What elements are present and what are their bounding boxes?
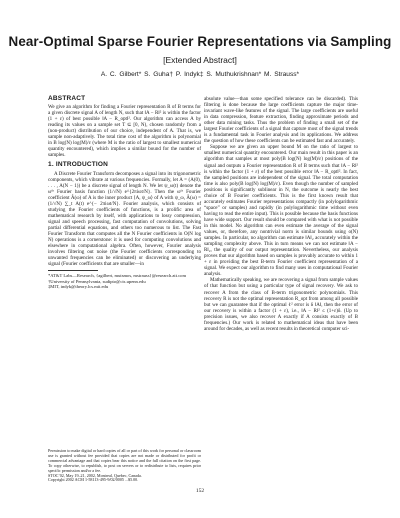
intro-paragraph: A Discrete Fourier Transform decomposes a signal into its trigonometric components, which vibrate at various frequencies. Formally, let A = (A(0), . . . , A(N − 1)) be a discrete signal of length N. We let ψ_ω(t) denote the ωᵗʰ Fourier basis function (1/√N) e^{2πiωt/N}. Then the ωᵗʰ Fourier coefficient Â(ω) of A is the inner product ⟨A, ψ_ω⟩ of A with ψ_ω, Â(ω) = (1/√N) ∑_t A(t) e^{− 2πiωt/N}. Fourier analysis, which consists of studying the Fourier coefficients of functions, is a prolific area of mathematical research by itself, with applications to lossy compression, signal and speech processing, fast computation of convolutions, solving partial differential equations, and others too numerous to list. The Fast Fourier Transform that computes all the N Fourier coefficients in O(N log N) operations is a cornerstone: it is used for computing convolutions and elsewhere in computational algebra. Often, however, Fourier analysis involves filtering out noise (the Fourier coefficients corresponding to unwanted frequencies can be eliminated) or discovering an underlying signal (Fourier coefficients that are smaller—in bbox=[48, 170, 201, 268]
copyright-permission: Permission to make digital or hard copies of all or part of this work for personal or classroom use is granted without fee provided that copies are not made or distributed for profit or commercial advantage and that copies bear this notice and the full citation on the first page. To copy otherwise, to republish, to post on servers or to redistribute to lists, requires prior specific permission and/or a fee. bbox=[48, 448, 201, 473]
copyright-block bbox=[48, 449, 201, 483]
author-list: A. C. Gilbert* S. Guha† P. Indyk‡ S. Muthukrishnan* M. Strauss* bbox=[100, 71, 300, 78]
footnotes bbox=[48, 273, 201, 289]
abstract-text: We give an algorithm for finding a Fourier representation R of B terms for a given discrete signal A of length N, such that ‖A − R‖² is within the factor (1 + ε) of best possible ‖A − R_opt‖². Our algorithm can access A by reading its values on a sample set T ⊆ [0, N), chosen randomly from a (non-product) distribution of our choice, independent of A. That is, we sample non-adaptively. The total time cost of the algorithm is polynomial in B log(N) log(M)/ε (where M is the ratio of largest to smallest numerical quantity encountered), which implies a similar bound for the number of samples. bbox=[48, 104, 201, 159]
right-paragraph-2: Suppose we are given an upper bound M on the ratio of largest to smallest numerical quantity encountered. Our main result in this paper is an algorithm that samples at most poly(B log(N) log(M)/ε) positions of the signal and outputs a Fourier representation R of B terms such that ‖A − R‖² is within the factor (1 + ε) of the best possible error ‖A − R_opt‖². In fact, the sampled positions are independent of the signal. The total computation time is also poly(B log(N) log(M)/ε). Even though the number of sampled positions is significantly sublinear in N, the outcome is nearly the best choice of B Fourier coefficients. This is the first known result that accurately estimates Fourier representations compactly (in polylogarithmic “space” or samples) and rapidly (in polylogarithmic time without even having to read the entire input). This is possible because the basis functions have wide support. Our result should be compared with what is not possible in this model. No algorithm can even estimate the average of the signal values, or, therefore, any nontrivial norm is similar bounds using o(N) samples. In particular, no algorithm can estimate ‖A‖₂ accurately within the sampling complexity above. This in turn means we can not estimate ‖A − R‖₂, the quality of our output representation. Nevertheless, our analysis proves that our algorithm based on samples is provably accurate to within 1 + ε in providing the best B-term Fourier coefficient representation of a signal. We expect our algorithm to find many uses in computational Fourier analysis. bbox=[204, 144, 358, 278]
right-column bbox=[204, 96, 358, 332]
paper-subtitle: [Extended Abstract] bbox=[163, 55, 237, 65]
copyright-line: Copyright 2002 ACM 1-58113-495-9/02/0005 ...$5.00. bbox=[48, 477, 139, 483]
paper-title: Near-Optimal Sparse Fourier Representations via Sampling bbox=[8, 34, 392, 49]
footnote-divider bbox=[48, 270, 98, 271]
abstract-heading: ABSTRACT bbox=[48, 95, 86, 102]
footnote-att: *AT&T Labs—Research, {agilbert, mutsmos, mstrauss}@research.att.com bbox=[48, 273, 187, 279]
right-paragraph-1: absolute value—than some specified tolerance can be discarded). This filtering is done because the large coefficients capture the major time-invariant wave-like features of the signal. The large coefficients are useful in data compression, feature extraction, finding approximate periods and other data mining tasks. Thus the problem of finding a small set of the largest Fourier coefficients of a signal that capture most of the signal trends is a fundamental task in Fourier analysis and its applications. We address the question of how these coefficients can be estimated fast and accurately. bbox=[204, 96, 358, 145]
page-number: 152 bbox=[195, 488, 205, 494]
conference-line: STOC’02, May 19–21, 2002, Montreal, Quebec, Canada. bbox=[48, 472, 142, 478]
left-column bbox=[48, 96, 201, 289]
right-paragraph-3: Mathematically speaking, we are recovering a signal from sample values of that function but using a particular type of signal recovery. We ask to recover A from the class of B-term trigonometric polynomials. This recovery R is not the optimal representation R_opt from among all possible but we can guarantee that if the optimal ℓ² error is δ ‖A‖, then the error of our recovery is within a factor (1 + ε), i.e., ‖A − R‖² ≤ (1+ε)δ. (Up to precision issues, we also recover A exactly if A consists exactly of B frequencies.) Our work is related to mathematical ideas that have been around for decades, as well as recent results in theoretical computer sci- bbox=[204, 277, 358, 332]
footnote-upenn: †University of Pennsylvania, sudipto@cis.upenn.edu bbox=[48, 278, 146, 284]
footnote-mit: ‡MIT, indyk@theory.lcs.mit.edu bbox=[48, 284, 109, 290]
section-heading-introduction: 1. INTRODUCTION bbox=[48, 161, 109, 169]
